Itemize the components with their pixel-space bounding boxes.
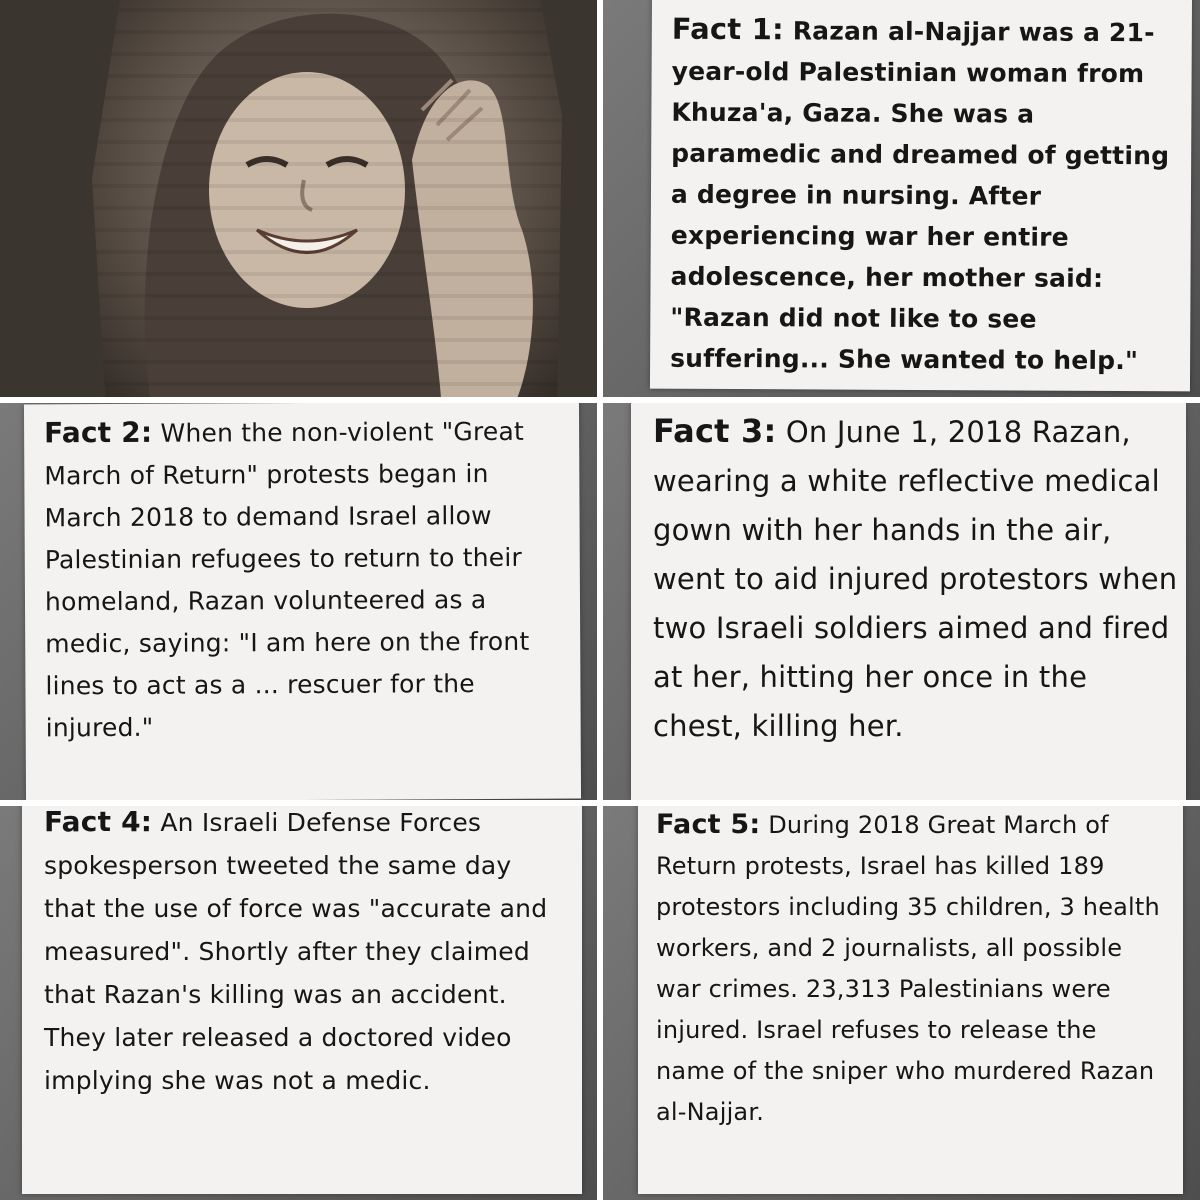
fact-5-paper bbox=[638, 806, 1183, 1194]
fact-2-label: Fact 2: bbox=[44, 415, 153, 450]
fact-4-label: Fact 4: bbox=[44, 806, 153, 838]
fact-3-cell bbox=[603, 403, 1200, 800]
portrait-photo bbox=[92, 0, 562, 397]
vertical-divider bbox=[597, 0, 603, 1200]
portrait-photo-cell bbox=[0, 0, 597, 397]
fact-1-paper bbox=[650, 0, 1192, 391]
fact-4-paper bbox=[22, 806, 582, 1194]
fact-5-cell bbox=[603, 806, 1200, 1200]
fact-5-body: During 2018 Great March of Return protests, Israel has killed 189 protestors including 35 children, 3 health workers, and 2 journalists, all possible war crimes. 23,313 Palestinians were injured. Israel refuses to release the name of the sniper who murdered Razan al-Najjar. bbox=[656, 811, 1160, 1126]
fact-3-body: On June 1, 2018 Razan, wearing a white reflective medical gown with her hands in the air, went to aid injured protestors when two Israeli soldiers aimed and fired at her, hitting her once in the chest, killing her. bbox=[653, 415, 1178, 743]
fact-1-text bbox=[670, 9, 1177, 382]
fact-2-paper bbox=[24, 403, 581, 800]
fact-2-cell bbox=[0, 403, 597, 800]
fact-1-body: Razan al-Najjar was a 21-year-old Palestinian woman from Khuza'a, Gaza. She was a paramedic and dreamed of getting a degree in nursing. After experiencing war her entire adolescence, her mother said: "Razan did not like to see suffering... She wanted to help." bbox=[670, 16, 1170, 376]
fact-4-body: An Israeli Defense Forces spokesperson tweeted the same day that the use of force was "accurate and measured". Shortly after they claimed that Razan's killing was an accident. They later released a doctored video implying she was not a medic. bbox=[44, 808, 548, 1095]
fact-2-text bbox=[44, 410, 566, 750]
fact-4-text bbox=[44, 806, 564, 1102]
fact-1-label: Fact 1: bbox=[671, 11, 784, 47]
fact-5-label: Fact 5: bbox=[656, 809, 761, 840]
fact-4-cell bbox=[0, 806, 597, 1200]
fact-3-label: Fact 3: bbox=[653, 412, 777, 450]
fact-5-text bbox=[656, 806, 1171, 1133]
horizontal-divider-bottom bbox=[0, 800, 1200, 806]
horizontal-divider-top bbox=[0, 397, 1200, 403]
fact-2-body: When the non-violent "Great March of Return" protests began in March 2018 to demand Israel allow Palestinian refugees to return to their homeland, Razan volunteered as a medic, saying: "I am here on the front lines to act as a ... rescuer for the injured." bbox=[44, 416, 530, 743]
fact-1-cell bbox=[603, 0, 1200, 397]
fact-3-text bbox=[653, 407, 1178, 751]
fact-3-paper bbox=[631, 403, 1186, 800]
